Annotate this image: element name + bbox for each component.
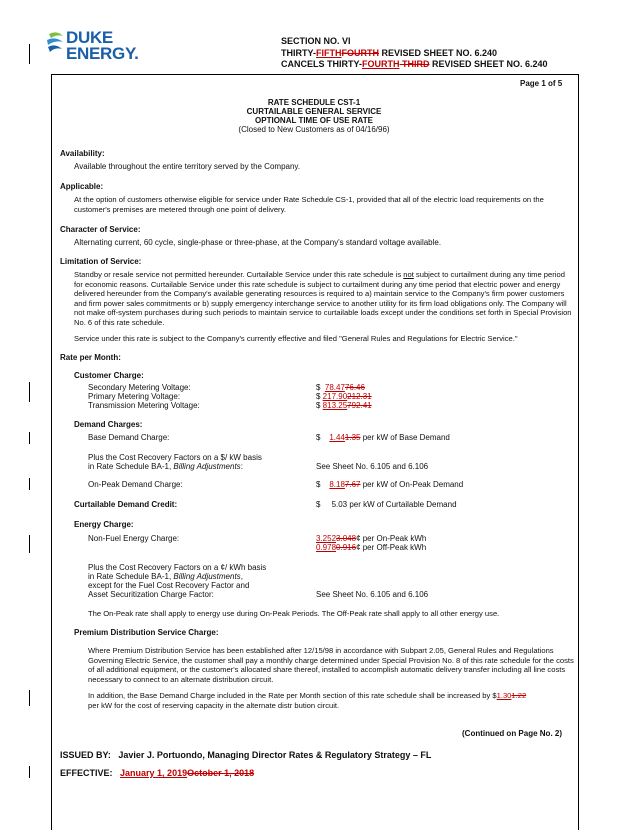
section-text: Alternating current, 60 cycle, single-phase or three-phase, at the Company's standard voltage available. — [74, 238, 442, 247]
subsection-heading: Demand Charges: — [74, 420, 143, 429]
rate-label: Base Demand Charge: — [88, 433, 170, 442]
rate-label: Asset Securitization Charge Factor: — [88, 590, 214, 599]
section-text: At the option of customers otherwise eligible for service under Rate Schedule CS-1, provided that all of the electric load requirements on the customer's premises are metered through one point of delivery. — [74, 195, 544, 214]
subsection-heading: Energy Charge: — [74, 520, 134, 529]
rate-value: $ 5.03 per kW of Curtailable Demand — [316, 500, 457, 509]
rate-label: in Rate Schedule BA-1, Billing Adjustments, — [88, 572, 243, 581]
schedule-subtitle: CURTAILABLE GENERAL SERVICE — [246, 107, 382, 116]
sheet-header — [281, 36, 548, 71]
rate-value: 0.9780.916¢ per Off-Peak kWh — [316, 543, 427, 552]
schedule-subtitle: OPTIONAL TIME OF USE RATE — [255, 116, 373, 125]
issued-by: ISSUED BY: Javier J. Portuondo, Managing Director Rates & Regulatory Strategy – FL — [60, 750, 432, 760]
revision-bar — [29, 766, 30, 778]
subsection-heading: Premium Distribution Service Charge: — [74, 628, 219, 637]
section-text: Service under this rate is subject to the Company's currently effective and filed "General Rules and Regulations for Electric Service." — [74, 334, 518, 343]
rate-value: $ 217.90212.31 — [316, 392, 372, 401]
revised-sheet-line: THIRTY-FIFTHFOURTH REVISED SHEET NO. 6.240 — [281, 47, 498, 58]
rate-label: On-Peak Demand Charge: — [88, 480, 183, 489]
revision-bar — [29, 535, 30, 553]
section-heading: Character of Service: — [60, 225, 141, 234]
rate-value: $ 8.187.67 per kW of On-Peak Demand — [316, 480, 464, 489]
section-heading: Limitation of Service: — [60, 257, 142, 266]
duke-energy-logo-icon — [45, 30, 67, 56]
rate-value: See Sheet No. 6.105 and 6.106 — [316, 462, 429, 471]
rate-value: $ 78.4776.46 — [316, 383, 365, 392]
revision-bar — [29, 432, 30, 444]
rate-label: Plus the Cost Recovery Factors on a $/ kW basis — [88, 453, 262, 462]
rate-value: $ 813.25792.41 — [316, 401, 372, 410]
section-text: Standby or resale service not permitted hereunder. Curtailable Service under this rate schedule is not subject to curtailment during any time period for economic reasons. Curtailable Service under this rate schedule is subject to curtailment during any time period that electric power and energy delivered hereunder from the Company's available generating resources is required to a) maintain service to the Company's firm power customers and firm power sales commitments or b) supply emergency interchange service to another utility for its firm load obligations only. The Company will not make off-system purchases during such periods to maintain service to curtailable loads except under the conditions set forth in Special Provision No. 6 of this rate schedule. — [74, 270, 572, 327]
rate-label: Secondary Metering Voltage: — [88, 383, 191, 392]
revision-bar — [29, 478, 30, 490]
rate-value: 3.2523.048¢ per On-Peak kWh — [316, 534, 427, 543]
rate-value: $ 1.441.35 per kW of Base Demand — [316, 433, 450, 442]
rate-label: Plus the Cost Recovery Factors on a ¢/ kWh basis — [88, 563, 267, 572]
cancels-sheet-line: CANCELS THIRTY-FOURTH THIRD REVISED SHEET NO. 6.240 — [281, 59, 548, 69]
section-heading: Rate per Month: — [60, 353, 121, 362]
rate-label: Primary Metering Voltage: — [88, 392, 181, 401]
section-text: The On-Peak rate shall apply to energy use during On-Peak Periods. The Off-Peak rate shall apply to all other energy use. — [88, 609, 500, 618]
logo-wordmark: DUKE ENERGY. — [66, 28, 139, 63]
effective-date: EFFECTIVE: January 1, 2019October 1, 2018 — [60, 768, 255, 778]
rate-value: See Sheet No. 6.105 and 6.106 — [316, 590, 429, 599]
rate-label: Non-Fuel Energy Charge: — [88, 534, 180, 543]
section-heading: Availability: — [60, 149, 105, 158]
section-text: In addition, the Base Demand Charge included in the Rate per Month section of this rate schedule shall be increased by $1.301.22 per kW for the cost of reserving capacity in the alternate distr bution circuit. — [88, 691, 527, 710]
schedule-note: (Closed to New Customers as of 04/16/96) — [238, 125, 390, 134]
subsection-heading: Customer Charge: — [74, 371, 144, 380]
section-heading: Applicable: — [60, 182, 104, 191]
section-text: Available throughout the entire territory served by the Company. — [74, 162, 301, 171]
revision-bar — [29, 690, 30, 706]
continued-note: (Continued on Page No. 2) — [462, 729, 562, 738]
content-frame — [51, 74, 579, 830]
revision-bar — [29, 382, 30, 402]
schedule-title: RATE SCHEDULE CST-1 — [267, 98, 361, 107]
rate-label: in Rate Schedule BA-1, Billing Adjustments: — [88, 462, 243, 471]
rate-label: Transmission Metering Voltage: — [88, 401, 200, 410]
page-number: Page 1 of 5 — [520, 79, 563, 88]
section-text: Where Premium Distribution Service has been established after 12/15/98 in accordance with Subpart 2.05, General Rules and Regulations Governing Electric Service, the customer shall pay a monthly charge determined under Special Provision No. 8 of this rate schedule for the costs of all additional equipment, or the customer's allocated share thereof, installed to accomplish automatic delivery transfer including all line costs necessary to connect to an alternate distribution circuit. — [88, 646, 574, 684]
rate-label: except for the Fuel Cost Recovery Factor and — [88, 581, 250, 590]
section-number: SECTION NO. VI — [281, 36, 351, 46]
rate-label: Curtailable Demand Credit: — [74, 500, 178, 509]
revision-bar — [29, 44, 30, 64]
